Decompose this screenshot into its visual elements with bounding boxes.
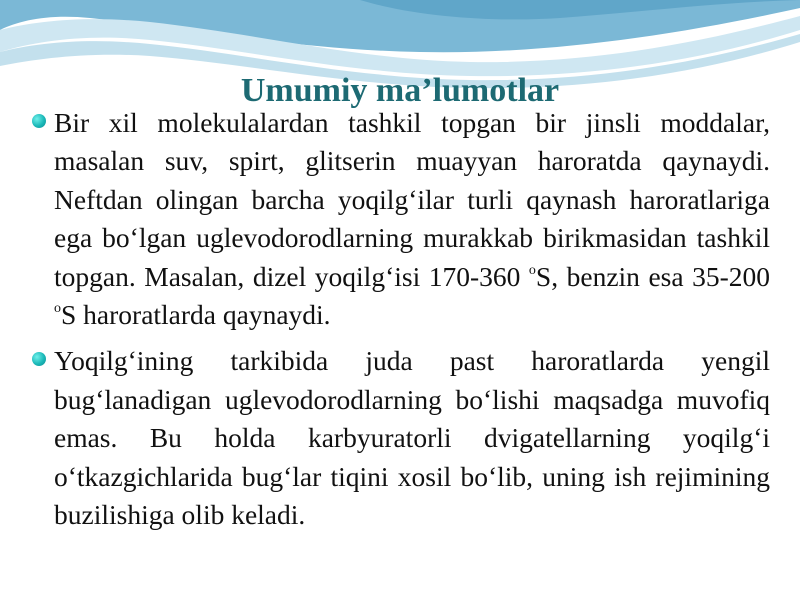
paragraph-1-text-b: S, benzin esa 35-200 [535,260,770,292]
bullet-paragraph-2 [30,342,770,534]
slide-content [30,104,770,542]
degree-superscript-2: o [54,301,61,317]
teal-circle-bullet-icon [32,352,46,366]
slide-title: Umumiy ma’lumotlar [240,72,560,109]
teal-circle-bullet-icon [32,114,46,128]
paragraph-1-text-c: S haroratlarda qaynaydi. [61,299,331,331]
paragraph-2-text: Yoqilg‘ining tarkibida juda past haroratlarda yengil bug‘lanadigan uglevodorodlarning bo‘lishi maqsadga muvofiq emas. Bu holda karbyuratorli dvigatellarning yoqilg‘i o‘tkazgichlarida bug‘lar tiqini xosil bo‘lib, uning ish rejimining buzilishiga olib keladi. [54,345,770,531]
paragraph-1-text-a: Bir xil molekulalardan tashkil topgan bir jinsli moddalar, masalan suv, spirt, glitserin muayyan haroratda qaynaydi. Neftdan olingan barcha yoqilg‘ilar turli qaynash haroratlariga ega bo‘lgan uglevodorodlarning murakkab birikmasidan tashkil topgan. Masalan, dizel yoqilg‘isi 170-360 [54,107,770,292]
degree-superscript-1: o [528,262,536,278]
bullet-paragraph-1 [30,104,770,334]
